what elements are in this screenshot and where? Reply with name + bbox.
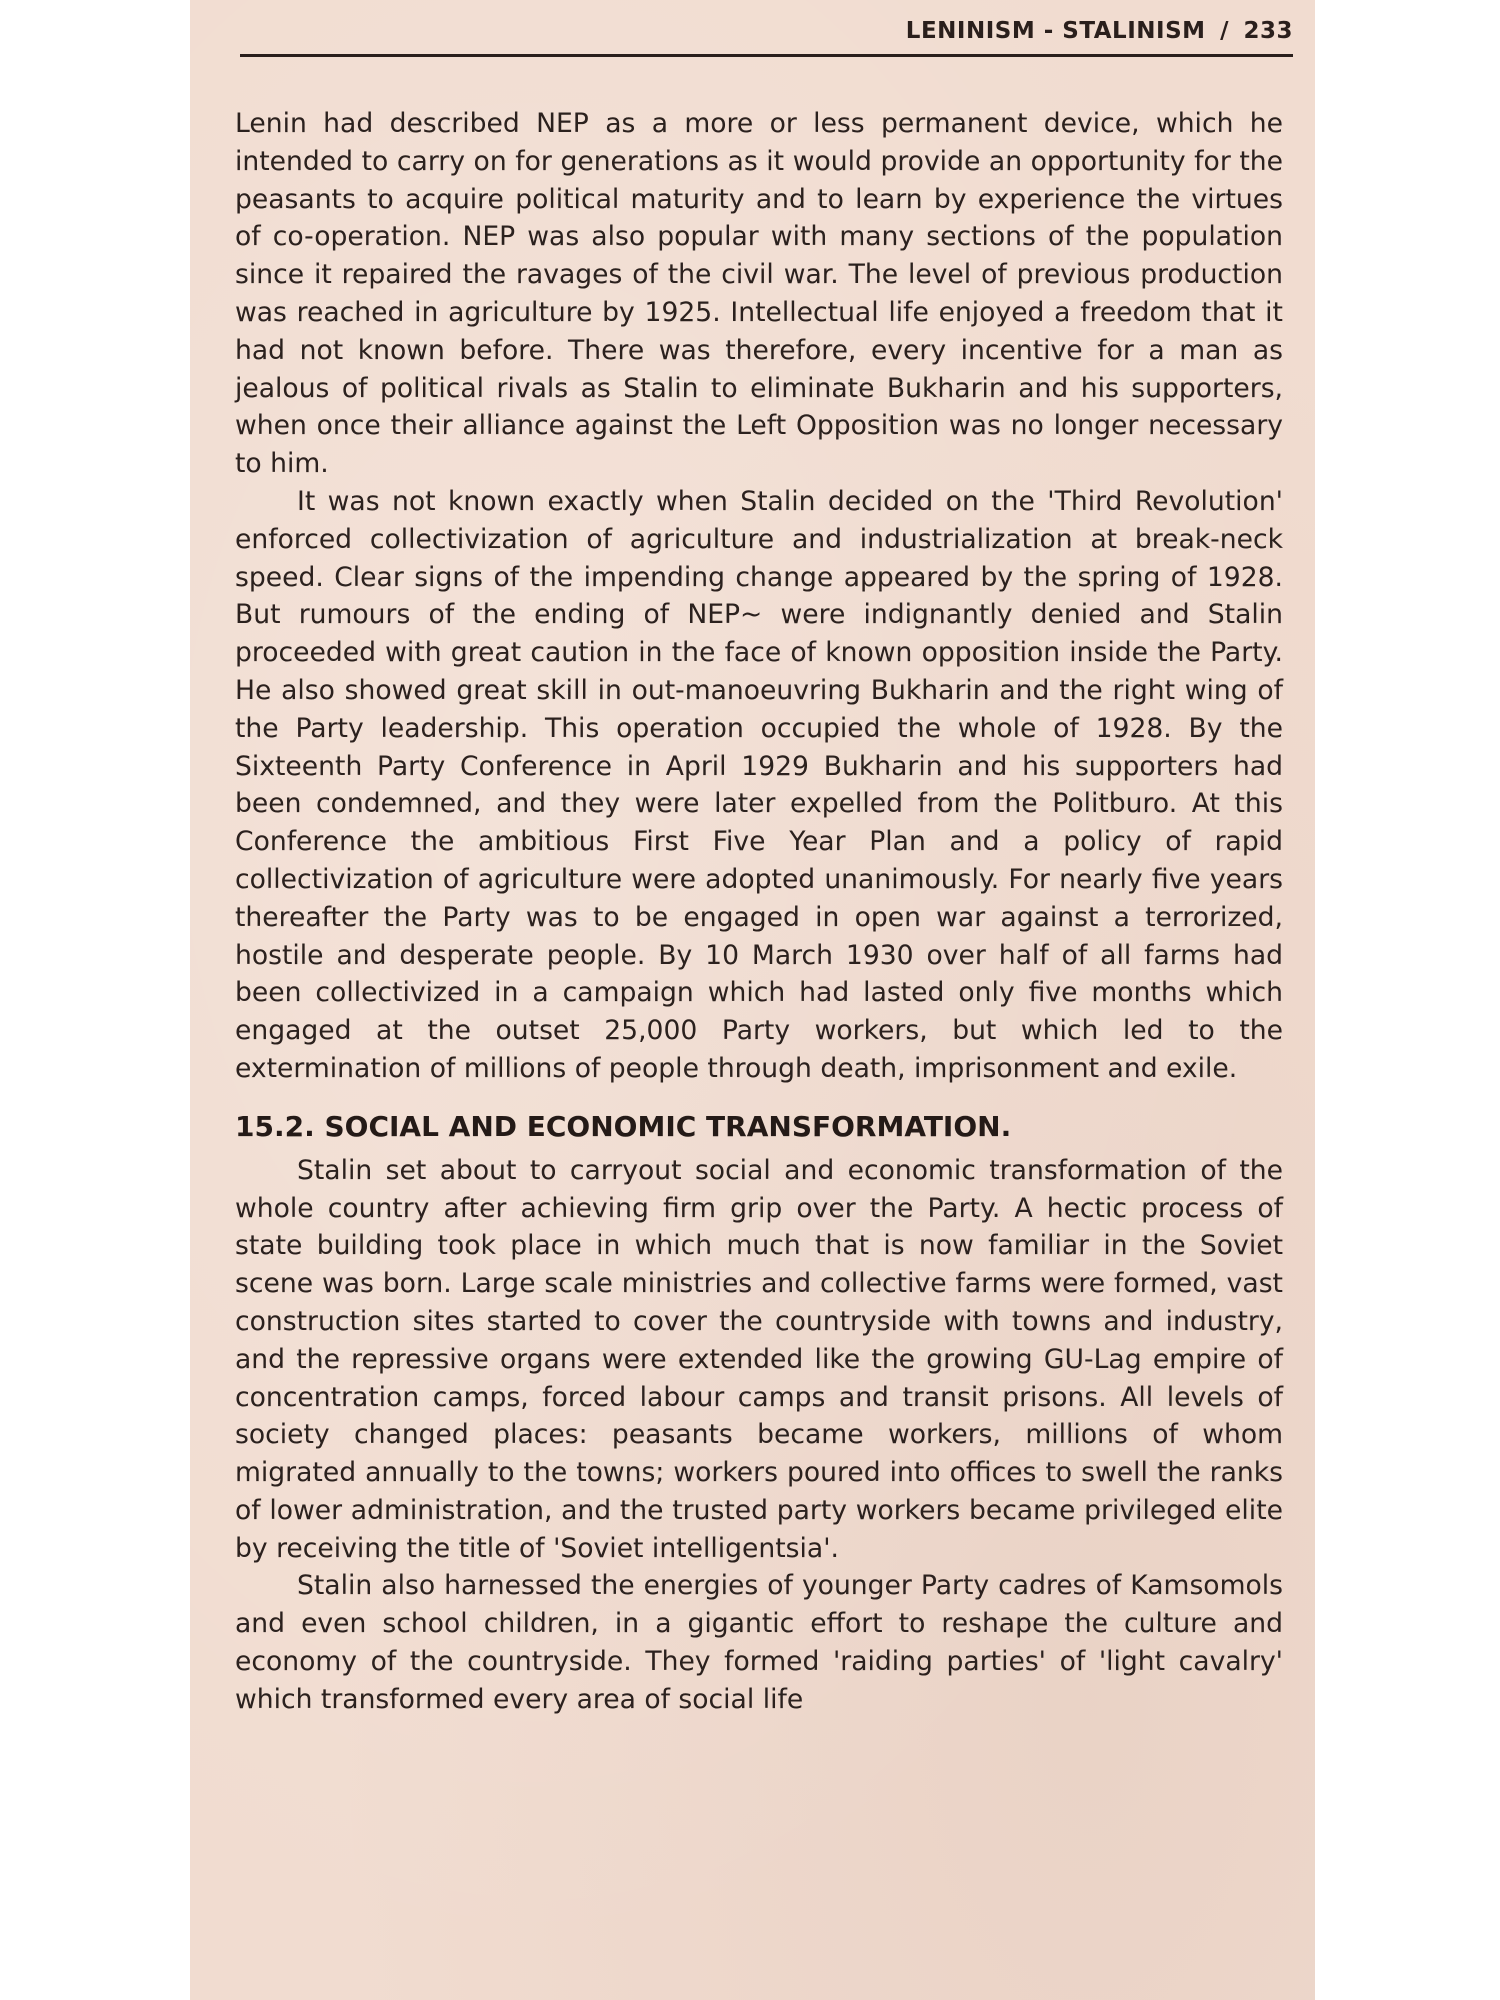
running-title: LENINISM - STALINISM	[905, 18, 1206, 44]
paragraph-younger-cadres: Stalin also harnessed the energies of younger Party cadres of Kamsomols and even school children, in a gigantic effort to reshape the culture and economy of the countryside. They formed 'raiding parties' of 'light cavalry' which transformed every area of social life	[235, 1570, 1283, 1715]
book-page	[190, 0, 1315, 2000]
body-text	[235, 105, 1283, 1719]
header-separator: /	[1220, 18, 1229, 44]
paragraph-transformation: Stalin set about to carryout social and economic transformation of the whole country after achieving firm grip over the Party. A hectic process of state building took place in which much that is now familiar in the Soviet scene was born. Large scale ministries and collective farms were formed, vast construction sites started to cover the countryside with towns and industry, and the repressive organs were extended like the growing GU-Lag empire of concentration camps, forced labour camps and transit prisons. All levels of society changed places: peasants became workers, millions of whom migrated annually to the towns; workers poured into offices to swell the ranks of lower administration, and the trusted party workers became privileged elite by receiving the title of 'Soviet intelligentsia'.	[235, 1154, 1283, 1564]
header-rule	[240, 54, 1293, 57]
paragraph-nep: Lenin had described NEP as a more or less permanent device, which he intended to carry on for generations as it would provide an opportunity for the peasants to acquire political maturity and to learn by experience the virtues of co-operation. NEP was also popular with many sections of the population since it repaired the ravages of the civil war. The level of previous production was reached in agriculture by 1925. Intellectual life enjoyed a freedom that it had not known before. There was therefore, every incentive for a man as jealous of political rivals as Stalin to eliminate Bukharin and his supporters, when once their alliance against the Left Opposition was no longer necessary to him.	[235, 108, 1283, 480]
page-number: 233	[1243, 18, 1293, 44]
section-heading: 15.2. SOCIAL AND ECONOMIC TRANSFORMATION.	[235, 1109, 1012, 1143]
paragraph-third-revolution: It was not known exactly when Stalin decided on the 'Third Revolution' enforced collectivization of agriculture and industrialization at break-neck speed. Clear signs of the impending change appeared by the spring of 1928. But rumours of the ending of NEP~ were indignantly denied and Stalin proceeded with great caution in the face of known opposition inside the Party. He also showed great skill in out-manoeuvring Bukharin and the right wing of the Party leadership. This operation occupied the whole of 1928. By the Sixteenth Party Conference in April 1929 Bukharin and his supporters had been condemned, and they were later expelled from the Politburo. At this Conference the ambitious First Five Year Plan and a policy of rapid collectivization of agriculture were adopted unanimously. For nearly five years thereafter the Party was to be engaged in open war against a terrorized, hostile and desperate people. By 10 March 1930 over half of all farms had been collectivized in a campaign which had lasted only five months which engaged at the outset 25,000 Party workers, but which led to the extermination of millions of people through death, imprisonment and exile.	[235, 485, 1283, 1084]
running-header	[906, 18, 1293, 44]
